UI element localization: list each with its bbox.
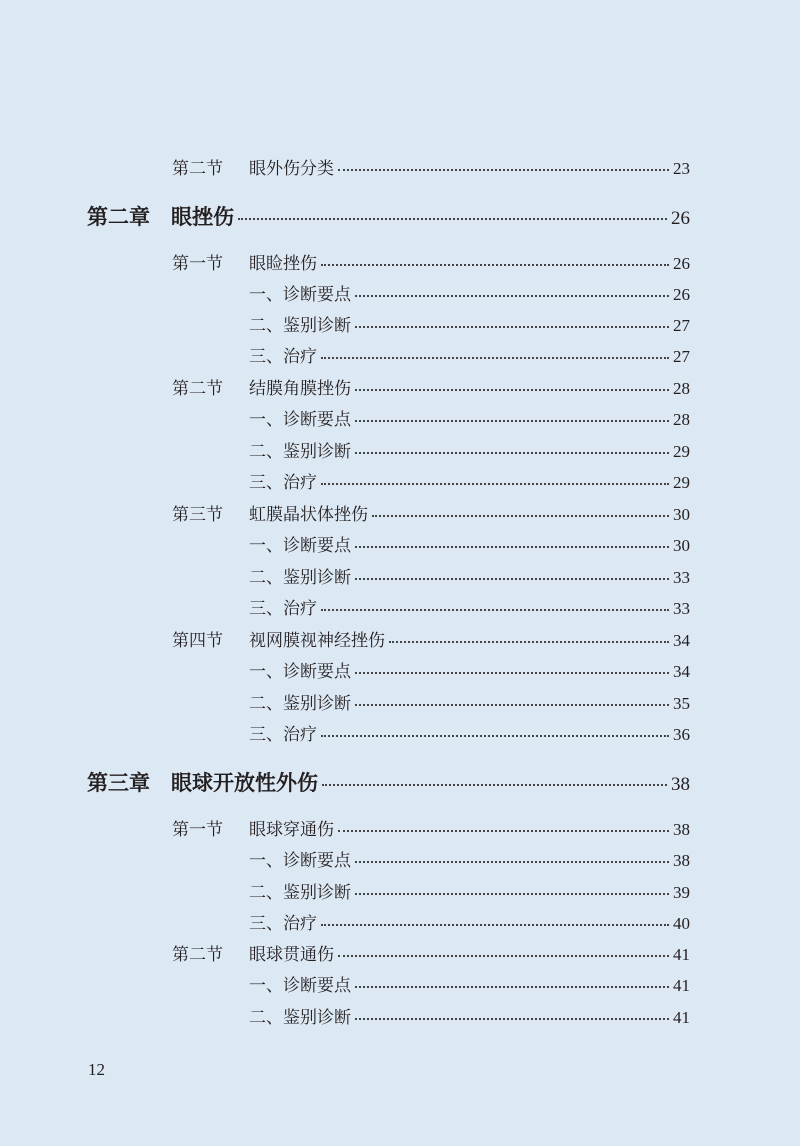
- toc-page-number: 38: [673, 851, 690, 870]
- leader-dots: [338, 830, 669, 832]
- toc-page-number: 26: [673, 254, 690, 273]
- toc-page-number: 40: [673, 914, 690, 933]
- toc-page-number: 28: [673, 410, 690, 429]
- toc-page-number: 30: [673, 536, 690, 555]
- leader-dots: [355, 452, 669, 454]
- toc-page-number: 26: [671, 208, 690, 229]
- leader-dots: [355, 578, 669, 580]
- toc-item-title: 一、诊断要点: [249, 285, 351, 305]
- leader-dots: [355, 420, 669, 422]
- toc-item-title: 三、治疗: [249, 725, 317, 745]
- toc-item-title: 一、诊断要点: [249, 662, 351, 682]
- toc-item: [249, 720, 690, 745]
- toc-page-number: 27: [673, 347, 690, 366]
- toc-item: [249, 405, 690, 430]
- leader-dots: [355, 326, 669, 328]
- toc-section: [172, 940, 690, 965]
- toc-chapter-title: 眼挫伤: [171, 205, 234, 229]
- toc-item: [249, 971, 690, 996]
- toc-item-title: 一、诊断要点: [249, 851, 351, 871]
- leader-dots: [389, 641, 669, 643]
- toc-page-number: 36: [673, 725, 690, 744]
- toc-page-number: 33: [673, 599, 690, 618]
- toc-page-number: 33: [673, 568, 690, 587]
- toc-page-number: 23: [673, 159, 690, 178]
- leader-dots: [355, 1018, 669, 1020]
- toc-section: [172, 249, 690, 274]
- toc-item-title: 二、鉴别诊断: [249, 694, 351, 714]
- toc-page-number: 34: [673, 662, 690, 681]
- toc-page-number: 34: [673, 631, 690, 650]
- toc-page-number: 35: [673, 694, 690, 713]
- leader-dots: [355, 389, 669, 391]
- leader-dots: [372, 515, 669, 517]
- toc-item: [249, 878, 690, 903]
- leader-dots: [321, 264, 669, 266]
- toc-section-number: 第三节: [172, 505, 223, 525]
- toc-page-number: 41: [673, 945, 690, 964]
- toc-item: [249, 342, 690, 367]
- toc-item-title: 一、诊断要点: [249, 410, 351, 430]
- leader-dots: [238, 218, 667, 220]
- toc-section-title: 眼外伤分类: [249, 159, 334, 179]
- toc-item: [249, 437, 690, 462]
- toc-item: [249, 468, 690, 493]
- toc-section: [172, 626, 690, 651]
- toc-section-number: 第二节: [172, 159, 223, 179]
- toc-item: [249, 531, 690, 556]
- toc-item: [249, 657, 690, 682]
- toc-section: [172, 374, 690, 399]
- leader-dots: [355, 672, 669, 674]
- toc-chapter-number: 第二章: [87, 205, 150, 229]
- toc-item-title: 二、鉴别诊断: [249, 883, 351, 903]
- toc-chapter: [87, 201, 690, 231]
- toc-item: [249, 1003, 690, 1028]
- toc-section-title: 眼球贯通伤: [249, 945, 334, 965]
- toc-page-number: 28: [673, 379, 690, 398]
- toc-page-number: 26: [673, 285, 690, 304]
- leader-dots: [338, 169, 669, 171]
- toc-chapter-title: 眼球开放性外伤: [171, 771, 318, 795]
- toc-page-number: 29: [673, 442, 690, 461]
- toc-item: [249, 594, 690, 619]
- leader-dots: [355, 861, 669, 863]
- toc-chapter: [87, 767, 690, 797]
- leader-dots: [321, 924, 669, 926]
- leader-dots: [321, 483, 669, 485]
- toc-item: [249, 563, 690, 588]
- toc-section-title: 虹膜晶状体挫伤: [249, 505, 368, 525]
- toc-page-number: 27: [673, 316, 690, 335]
- toc-page-number: 30: [673, 505, 690, 524]
- toc-item-title: 二、鉴别诊断: [249, 316, 351, 336]
- toc-chapter-number: 第三章: [87, 771, 150, 795]
- toc-page-number: 38: [671, 774, 690, 795]
- toc-section-number: 第一节: [172, 820, 223, 840]
- toc-section: [172, 815, 690, 840]
- toc-item-title: 三、治疗: [249, 473, 317, 493]
- leader-dots: [338, 955, 669, 957]
- toc-item-title: 二、鉴别诊断: [249, 568, 351, 588]
- page-number: 12: [88, 1060, 105, 1079]
- leader-dots: [355, 295, 669, 297]
- leader-dots: [355, 893, 669, 895]
- toc-item: [249, 689, 690, 714]
- leader-dots: [355, 986, 669, 988]
- toc-item: [249, 846, 690, 871]
- toc-section-number: 第四节: [172, 631, 223, 651]
- toc-section-number: 第二节: [172, 945, 223, 965]
- toc-item-title: 三、治疗: [249, 599, 317, 619]
- toc-item-title: 二、鉴别诊断: [249, 442, 351, 462]
- toc-page-number: 29: [673, 473, 690, 492]
- toc-item: [249, 909, 690, 934]
- toc-item-title: 二、鉴别诊断: [249, 1008, 351, 1028]
- toc-section-number: 第一节: [172, 254, 223, 274]
- toc-item-title: 三、治疗: [249, 347, 317, 367]
- toc-page-number: 39: [673, 883, 690, 902]
- toc-section-title: 视网膜视神经挫伤: [249, 631, 385, 651]
- leader-dots: [321, 609, 669, 611]
- leader-dots: [321, 735, 669, 737]
- leader-dots: [355, 704, 669, 706]
- toc-section-title: 眼球穿通伤: [249, 820, 334, 840]
- toc-page-number: 41: [673, 976, 690, 995]
- toc-page-number: 38: [673, 820, 690, 839]
- toc-item-title: 三、治疗: [249, 914, 317, 934]
- toc-section-number: 第二节: [172, 379, 223, 399]
- leader-dots: [322, 784, 667, 786]
- toc-section: [172, 154, 690, 179]
- leader-dots: [321, 357, 669, 359]
- toc-item: [249, 280, 690, 305]
- toc-item-title: 一、诊断要点: [249, 976, 351, 996]
- toc-item: [249, 311, 690, 336]
- leader-dots: [355, 546, 669, 548]
- toc-page-number: 41: [673, 1008, 690, 1027]
- toc-section: [172, 500, 690, 525]
- toc-section-title: 眼睑挫伤: [249, 254, 317, 274]
- toc-section-title: 结膜角膜挫伤: [249, 379, 351, 399]
- toc-item-title: 一、诊断要点: [249, 536, 351, 556]
